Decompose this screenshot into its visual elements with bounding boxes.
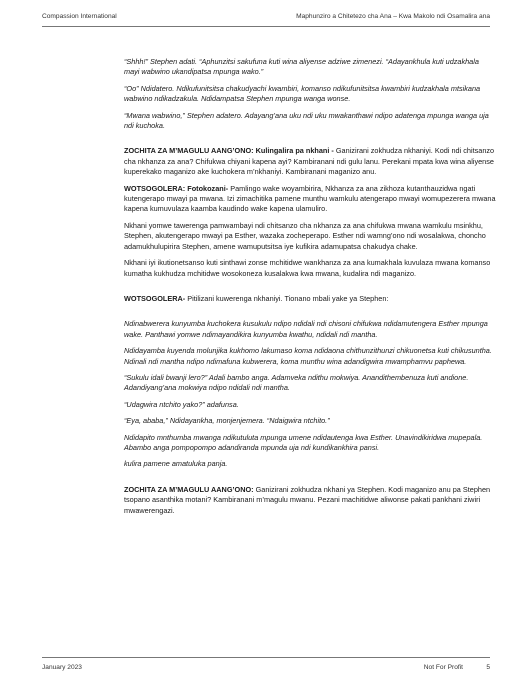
paragraph-text: kulira pamene amatuluka panja. <box>124 459 228 469</box>
paragraph <box>124 433 496 454</box>
paragraph-lead: WOTSOGOLERA: Fotokozani- <box>124 183 229 193</box>
paragraph <box>124 146 496 177</box>
paragraph <box>124 373 496 394</box>
paragraph <box>124 416 496 426</box>
paragraph-text: “Udagwira ntchito yako?” adafunsa. <box>124 399 239 409</box>
paragraph <box>124 294 496 304</box>
paragraph <box>124 400 496 410</box>
paragraph-text: “Eya, ababa,” Ndidayankha, monjenjemera. “Ndaigwira ntchito.” <box>124 416 330 426</box>
paragraph <box>124 459 496 469</box>
paragraph <box>124 111 496 132</box>
footer-date: January 2023 <box>42 664 82 671</box>
paragraph-text: Nkhani yomwe tawerenga pamwambayi ndi chitsanzo cha nkhanza za ana chifukwa mwana wamkulu msinkhu, Stephen, akutengerapo mwayi pa Esther, wazaka zocheperapo. Esther ndi wamng’ono ndi wosalakwa, choncho adamukhulupirira Stephen, amene wamuputsitsa iye kufikira adamupatsa chakudya chake. <box>124 220 486 251</box>
paragraph <box>124 84 496 105</box>
paragraph <box>124 319 496 340</box>
paragraph-text: Nkhani iyi ikutionetsanso kuti sinthawi zonse mchitidwe wankhanza za ana kumakhala kuvulaza mwana komanso kumatha kukhudza mchitidwe wosokoneza kusalakwa kwa mwana, kudalira ndi maganizo. <box>124 258 491 278</box>
paragraph <box>124 258 496 279</box>
page-footer <box>42 664 490 676</box>
paragraph-text: Ganizirani zokhudza nkhani ya Stephen. Kodi maganizo anu pa Stephen tsopano asanthika motani? Kambiranani m’magulu mwanu. Pezani machitidwe aliwonse pakati pankhani ziwiri mwawerengazi. <box>124 484 491 515</box>
paragraph-text: “Mwana wabwino,” Stephen adatero. Adayang’ana uku ndi uku mwakanthawi ndipo adatenga mpunga wanga uja ndi kuchoka. <box>124 110 489 131</box>
paragraph-text: Pitilizani kuwerenga nkhaniyi. Tionano mbali yake ya Stephen: <box>185 293 389 303</box>
header-org: Compassion International <box>42 13 117 20</box>
paragraph-text: “Oo” Ndidatero. Ndikufunitsitsa chakudyachi kwambiri, komanso ndikufunitsitsa kwambiri kudzakhala mtsikana wabwino ndikadzakula. Ndidampatsa Stephen mpunga wanga wonse. <box>124 83 481 104</box>
paragraph <box>124 184 496 215</box>
paragraph-text: Ndidapito mnthumba mwanga ndikutuluta mpunga umene ndidautenga kwa Esther. Unavindikiridwa mupepala. Abambo anga pompopompo adandiranda mpunda uja ndi kundikankhira pansi. <box>124 432 483 452</box>
paragraph-text: Ndinabwerera kunyumba kuchokera kusukulu ndipo ndidali ndi chisoni chifukwa ndidamutengera Esther mpunga wake. Panthawi yomwe ndimayandikira kunyumba kwathu, ndidali ndi mantha. <box>124 319 488 339</box>
header-rule <box>42 26 490 27</box>
paragraph-lead: ZOCHITA ZA M’MAGULU AANG’ONO: <box>124 484 254 494</box>
page-header <box>42 13 490 25</box>
paragraph <box>124 485 496 516</box>
paragraph-text: “Shhh!” Stephen adati. “Aphunzitsi sakufuna kuti wina aliyense adziwe zimenezi. “Adayankhula kuti udzakhala mayi wabwino ukandipatsa mpunga wako.” <box>124 57 479 77</box>
paragraph-lead: WOTSOGOLERA- <box>124 293 186 303</box>
header-title: Maphunziro a Chitetezo cha Ana – Kwa Makolo ndi Osamalira ana <box>296 13 490 20</box>
paragraph-text: “Sukulu idali bwanji lero?” Adali bambo anga. Adamveka ndithu mokwiya. Anandithembenuza kuti andione. Adandiyang’ana mokwiya ndipo ndidali ndi mantha. <box>124 372 469 393</box>
paragraph <box>124 346 496 367</box>
footer-label: Not For Profit <box>423 664 463 671</box>
page-number: 5 <box>486 664 490 671</box>
paragraph-text: Ndidayamba kuyenda molunjika kukhomo lakumaso koma ndidaona chithunzithunzi chikuonetsa kuti chikusuntha. Ndinali ndi mantha ndipo ndimafuna kubwerera, koma munthu wina adandigwira mwamphamvu paphewa. <box>124 346 492 366</box>
paragraph <box>124 221 496 252</box>
document-body <box>124 57 496 522</box>
paragraph <box>124 57 496 78</box>
paragraph-lead: ZOCHITA ZA M’MAGULU AANG’ONO: Kulingalira pa nkhani - <box>124 146 334 156</box>
paragraph-text: Ganizirani zokhudza nkhaniyi. Kodi ndi chitsanzo cha nkhanza za ana? Chifukwa chiyani kapena ayi? Kambiranani ndi gulu lanu. Perekani mpata kwa wina aliyense kuperekako maganizo ake kuchokera m’nkhaniyi. Kambiranani maganizo anu. <box>124 146 495 177</box>
footer-rule <box>42 657 490 658</box>
paragraph-text: Pamlingo wake woyambirira, Nkhanza za ana zikhoza kutanthauzidwa ngati kutengerapo mwayi pa mwana. Izi zimachitika pamene munthu wamkulu atengerapo mwayi womupezerera mwana kapena kumuvulaza kaamba kaudindo wake kapena ulamuliro. <box>124 183 496 214</box>
